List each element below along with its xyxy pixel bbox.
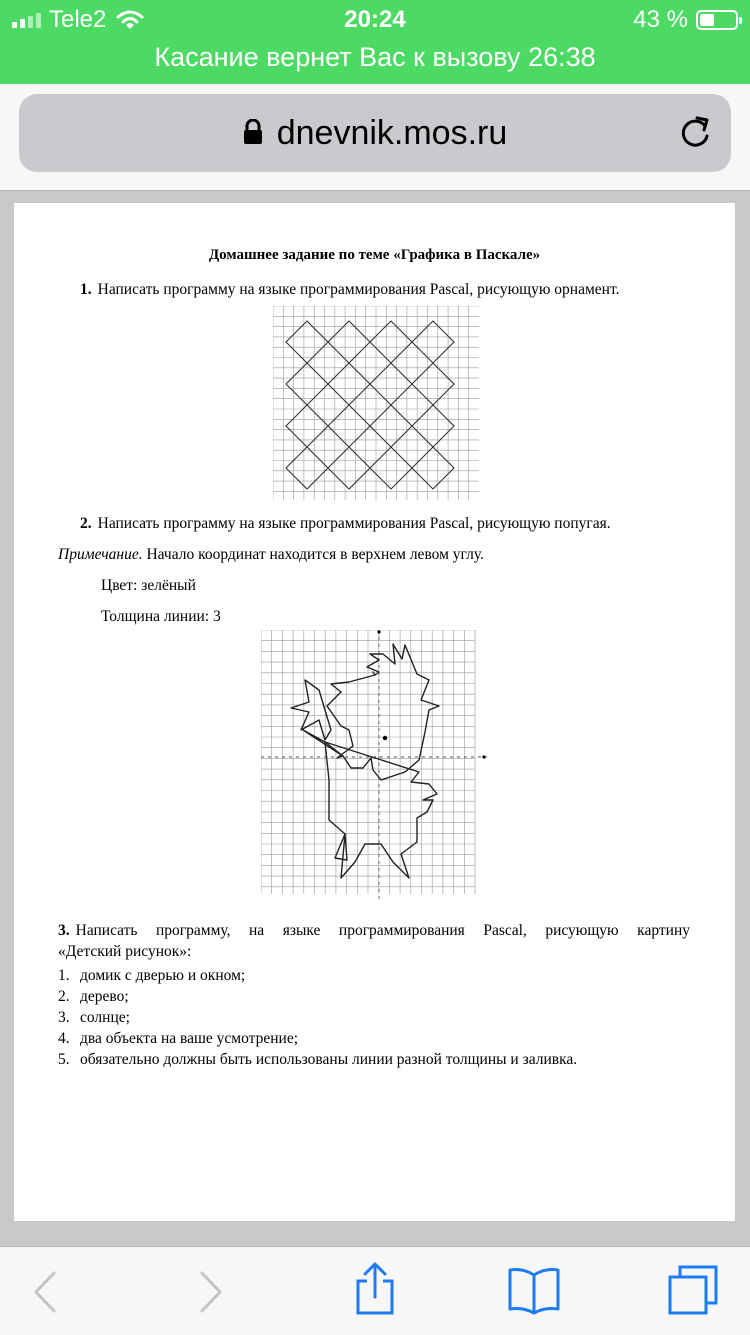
list-item: 4. два объекта на ваше усмотрение; <box>58 1030 299 1047</box>
y-axis-arrow <box>377 630 380 633</box>
browser-header <box>0 84 750 191</box>
task1-line <box>80 281 619 299</box>
back-icon[interactable] <box>30 1267 60 1317</box>
browser-toolbar <box>0 1246 750 1335</box>
carrier-name: Tele2 <box>49 6 107 33</box>
url-display[interactable] <box>19 114 731 153</box>
task1-number: 1. <box>80 281 92 298</box>
page-viewport[interactable] <box>0 191 750 1246</box>
x-axis-arrow <box>482 755 485 758</box>
task3-line1 <box>58 922 690 940</box>
battery-indicator <box>633 6 738 34</box>
status-bar <box>0 0 750 84</box>
list-item: 5. обязательно должны быть использованы линии разной толщины и заливка. <box>58 1051 578 1068</box>
parrot-lower <box>325 742 437 878</box>
task2-line <box>80 515 611 533</box>
list-item: 1. домик с дверью и окном; <box>58 967 246 984</box>
forward-icon[interactable] <box>196 1267 226 1317</box>
list-item: 2. дерево; <box>58 988 129 1005</box>
note-label: Примечание. <box>58 546 143 563</box>
battery-icon <box>696 10 738 30</box>
task3-number: 3. <box>58 922 70 939</box>
bookmarks-icon[interactable] <box>507 1265 561 1315</box>
parrot-figure <box>261 630 491 900</box>
note-text: Начало координат находится в верхнем левом углу. <box>146 546 484 563</box>
task3-list <box>58 965 577 1070</box>
battery-percent: 43 % <box>633 6 688 33</box>
share-icon[interactable] <box>354 1261 396 1317</box>
document-page <box>14 203 735 1221</box>
address-bar[interactable] <box>19 94 731 172</box>
tabs-icon[interactable] <box>666 1263 720 1317</box>
thickness-line: Толщина линии: 3 <box>101 608 221 625</box>
ornament-diamonds <box>286 321 454 489</box>
return-to-call-banner[interactable]: Касание вернет Вас к вызову 26:38 <box>154 42 596 72</box>
parrot-tail-left <box>335 834 347 860</box>
task2-number: 2. <box>80 515 92 532</box>
color-line: Цвет: зелёный <box>101 577 196 594</box>
document-title: Домашнее задание по теме «Графика в Паскале» <box>208 247 541 263</box>
lock-icon <box>243 119 263 145</box>
list-item: 3. солнце; <box>58 1009 130 1026</box>
task2-text: Написать программу на языке программирования Pascal, рисующую попугая. <box>97 515 611 532</box>
parrot-head-tuft <box>373 672 375 675</box>
clock: 20:24 <box>344 6 406 33</box>
task1-text: Написать программу на языке программирования Pascal, рисующую орнамент. <box>97 281 620 298</box>
ornament-figure <box>273 306 479 500</box>
reload-icon[interactable] <box>677 112 713 152</box>
url-text: dnevnik.mos.ru <box>276 114 508 152</box>
task3-text: Написать программу, на языке программирования Pascal, рисующую картину <box>75 922 690 939</box>
note-line <box>58 546 484 564</box>
task3-line2: «Детский рисунок»: <box>58 943 192 960</box>
parrot-eye <box>383 736 387 740</box>
ornament-grid <box>273 306 479 500</box>
parrot-outline <box>327 644 439 780</box>
